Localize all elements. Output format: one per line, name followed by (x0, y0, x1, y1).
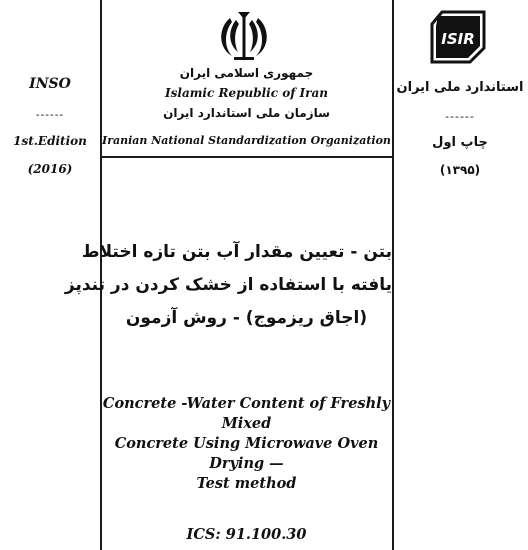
title-en-line-2: Concrete Using Microwave Oven Drying — (114, 435, 379, 472)
edition-fa: چاپ اول (432, 135, 488, 150)
standard-code-fa: استاندارد ملی ایران (396, 80, 524, 95)
svg-text:ISIR: ISIR (441, 30, 475, 48)
standard-code-en: INSO (29, 76, 71, 92)
header-divider (101, 156, 392, 158)
separator-right: ------ (445, 110, 475, 123)
title-fa-line-3: (اجاق ریزموج) - روش آزمون (125, 308, 368, 328)
edition-en: 1st.Edition (13, 134, 87, 148)
inso-logo-icon (428, 8, 488, 66)
ics-code: ICS: 91.100.30 (186, 526, 307, 543)
country-name-fa: جمهوری اسلامی ایران (179, 66, 314, 80)
title-en-line-1: Concrete -Water Content of Freshly Mixed (102, 395, 391, 432)
title-fa-line-1: بتن - تعیین مقدار آب بتن تازه اختلاط (81, 242, 392, 262)
separator-left: ------ (35, 108, 65, 121)
organization-name-en: Iranian National Standardization Organization (102, 134, 391, 147)
year-en: (2016) (27, 162, 73, 176)
organization-name-fa: سازمان ملی استاندارد ایران (163, 106, 330, 120)
country-name-en: Islamic Republic of Iran (165, 86, 328, 100)
iran-emblem-icon (216, 10, 272, 62)
year-fa: (۱۳۹۵) (439, 163, 481, 177)
document-title-fa (64, 236, 392, 335)
title-en-line-3: Test method (196, 475, 297, 492)
document-title-en (101, 394, 392, 494)
title-fa-line-2: یافته با استفاده از خشک‌ کردن در تندپز (64, 275, 392, 295)
